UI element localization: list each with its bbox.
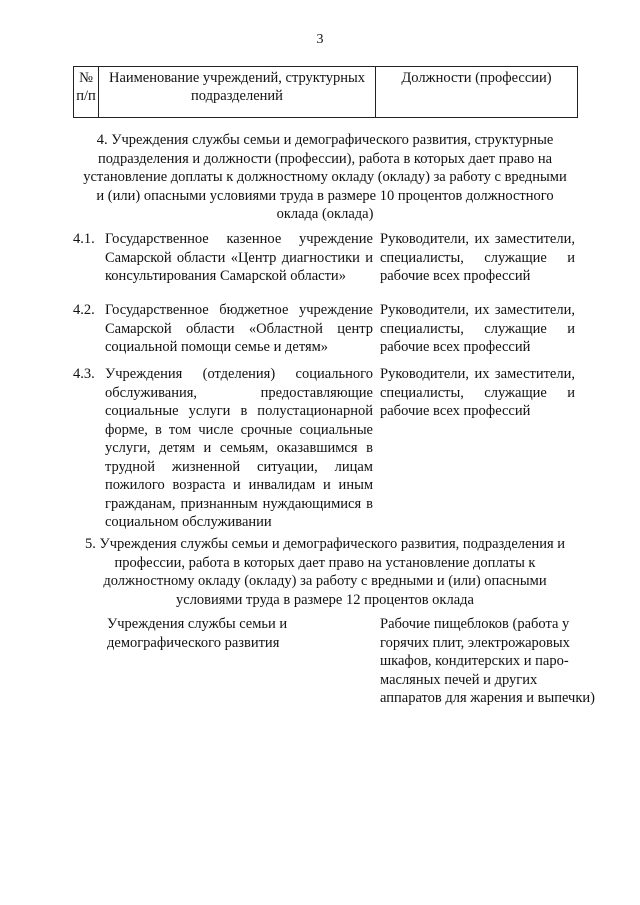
column-header-number: № п/п (74, 67, 99, 118)
item-number: 4.3. (73, 366, 95, 382)
item-number: 4.2. (73, 302, 95, 318)
item-institution: Государственное казенное учреждение Самарской области «Центр диагностики и консультирования Самарской области» (105, 231, 373, 284)
page-number: 3 (316, 32, 324, 47)
item-institution: Государственное бюджетное учреждение Самарской области «Областной центр социальной помощи семье и детям» (105, 302, 373, 355)
section-5-positions: Рабочие пищеблоков (работа у горячих плит, электрожаровых шкафов, кондитерских и паро-масляных печей и других аппаратов для жарения и выпечки) (380, 616, 595, 706)
section-5-institution: Учреждения службы семьи и демографического развития (107, 616, 288, 651)
column-header-positions: Должности (профессии) (376, 67, 578, 118)
table-header (73, 66, 578, 118)
item-number: 4.1. (73, 231, 95, 247)
section-5-heading: 5. Учреждения службы семьи и демографического развития, подразделения и профессии, работа в которых дает право на установление доплаты к должностному окладу (окладу) за работу с вредными и (или) опасными условиями труда в размере 12 процентов оклада (84, 536, 566, 608)
item-positions: Руководители, их заместители, специалисты, служащие и рабочие всех профессий (380, 366, 575, 419)
section-4-heading: 4. Учреждения службы семьи и демографического развития, структурные подразделения и должности (профессии), работа в которых дает право на установление доплаты к должностному окладу (окладу) за работу с вредными и (или) опасными условиями труда в размере 10 процентов должностного оклада (оклада) (83, 132, 567, 222)
item-institution: Учреждения (отделения) социального обслуживания, предоставляющие социальные услуги в полустационарной форме, в том числе срочные социальные услуги, детям и семьям, оказавшимся в трудной жизненной ситуации, лицам пожилого возраста и инвалидам и иным гражданам, признанным нуждающимися в социальном обслуживании (105, 366, 373, 530)
column-header-institution: Наименование учреждений, структурных подразделений (99, 67, 376, 118)
item-positions: Руководители, их заместители, специалисты, служащие и рабочие всех профессий (380, 302, 575, 355)
item-positions: Руководители, их заместители, специалисты, служащие и рабочие всех профессий (380, 231, 575, 284)
